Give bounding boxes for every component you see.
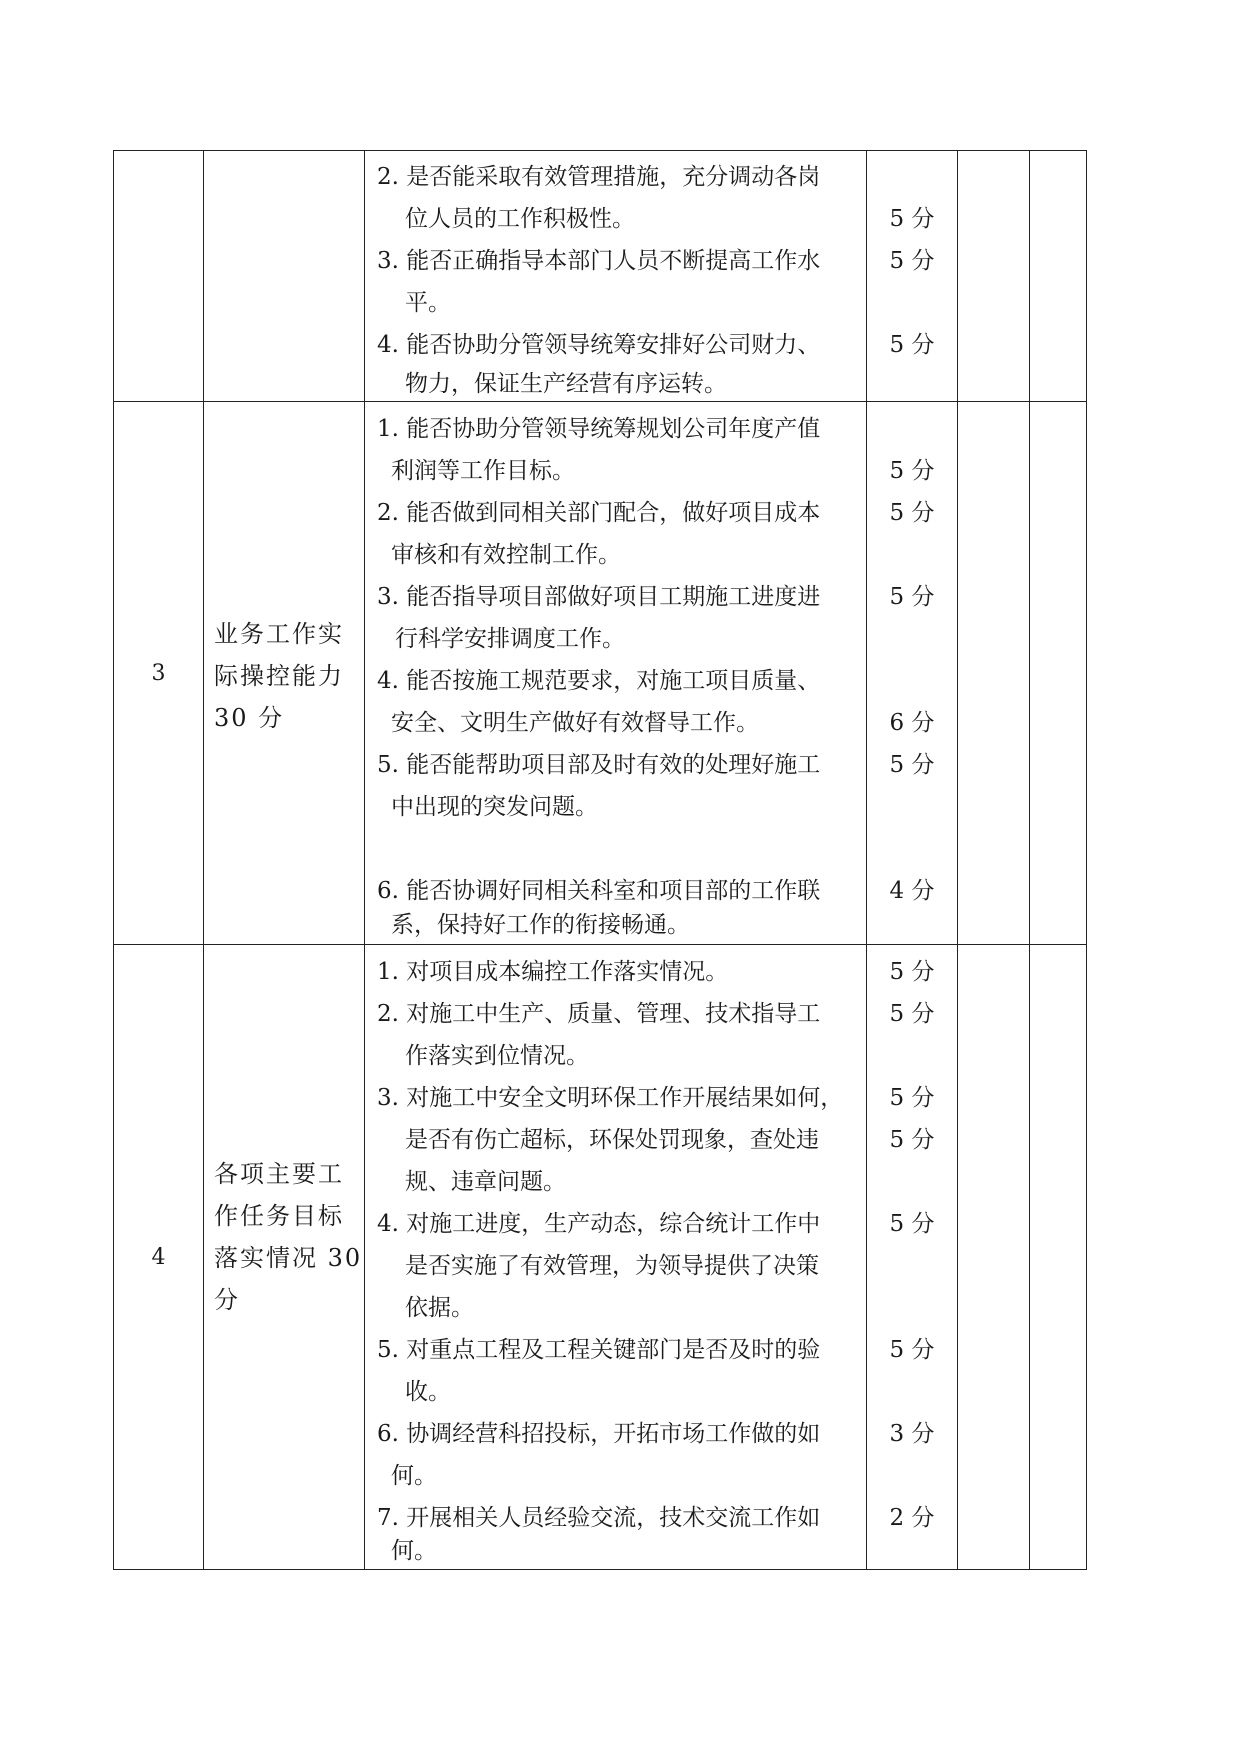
item-score: 5 分 (889, 752, 935, 778)
item-text: 3. 对施工中安全文明环保工作开展结果如何， (377, 1085, 844, 1111)
item-score: 5 分 (889, 1127, 935, 1153)
category-label: 各项主要工作任务目标落实情况 30 分 (214, 1160, 363, 1314)
item-score: 5 分 (889, 584, 935, 610)
item-score: 5 分 (889, 1337, 935, 1363)
item-score: 2 分 (889, 1505, 935, 1531)
item-text: 4. 能否按施工规范要求，对施工项目质量、 (377, 668, 821, 694)
item-text: 物力，保证生产经营有序运转。 (405, 371, 727, 397)
item-text: 4. 对施工进度，生产动态，综合统计工作中 (377, 1211, 821, 1237)
item-text: 7. 开展相关人员经验交流，技术交流工作如 (377, 1505, 821, 1531)
row-divider (114, 944, 1086, 945)
item-text: 平。 (405, 290, 451, 316)
item-score: 5 分 (889, 959, 935, 985)
item-text: 行科学安排调度工作。 (395, 626, 625, 652)
item-text: 何。 (391, 1463, 437, 1489)
item-text: 审核和有效控制工作。 (391, 542, 621, 568)
item-text: 系，保持好工作的衔接畅通。 (391, 912, 690, 938)
item-text: 作落实到位情况。 (405, 1043, 589, 1069)
column-divider (364, 151, 365, 1569)
item-text: 规、违章问题。 (405, 1169, 566, 1195)
item-score: 5 分 (889, 1211, 935, 1237)
item-text: 1. 对项目成本编控工作落实情况。 (377, 959, 729, 985)
item-text: 安全、文明生产做好有效督导工作。 (391, 710, 759, 736)
item-score: 5 分 (889, 206, 935, 232)
item-text: 利润等工作目标。 (391, 458, 575, 484)
item-score: 5 分 (889, 1085, 935, 1111)
item-text: 2. 是否能采取有效管理措施，充分调动各岗 (377, 164, 821, 190)
item-score: 4 分 (889, 878, 935, 904)
item-text: 位人员的工作积极性。 (405, 206, 635, 232)
evaluation-table (113, 150, 1087, 1570)
item-text: 3. 能否正确指导本部门人员不断提高工作水 (377, 248, 821, 274)
item-text: 2. 能否做到同相关部门配合，做好项目成本 (377, 500, 821, 526)
item-text: 是否实施了有效管理，为领导提供了决策 (405, 1253, 819, 1279)
item-score: 3 分 (889, 1421, 935, 1447)
item-text: 依据。 (405, 1295, 474, 1321)
item-text: 6. 协调经营科招投标，开拓市场工作做的如 (377, 1421, 821, 1447)
item-text: 2. 对施工中生产、质量、管理、技术指导工 (377, 1001, 821, 1027)
item-text: 5. 对重点工程及工程关键部门是否及时的验 (377, 1337, 821, 1363)
item-text: 是否有伤亡超标，环保处罚现象，查处违 (405, 1127, 819, 1153)
item-text: 5. 能否能帮助项目部及时有效的处理好施工 (377, 752, 821, 778)
item-text: 4. 能否协助分管领导统筹安排好公司财力、 (377, 332, 821, 358)
item-score: 5 分 (889, 458, 935, 484)
item-text: 何。 (391, 1538, 437, 1564)
item-score: 5 分 (889, 1001, 935, 1027)
item-score: 6 分 (889, 710, 935, 736)
category-label: 业务工作实际操控能力 30 分 (214, 620, 344, 732)
column-divider (1029, 151, 1030, 1569)
item-score: 5 分 (889, 248, 935, 274)
item-text: 收。 (405, 1379, 451, 1405)
row-number: 3 (151, 661, 166, 686)
item-text: 3. 能否指导项目部做好项目工期施工进度进 (377, 584, 821, 610)
column-divider (203, 151, 204, 1569)
row-number: 4 (151, 1245, 166, 1270)
column-divider (957, 151, 958, 1569)
item-text: 中出现的突发问题。 (391, 794, 598, 820)
item-text: 6. 能否协调好同相关科室和项目部的工作联 (377, 878, 821, 904)
item-score: 5 分 (889, 332, 935, 358)
item-score: 5 分 (889, 500, 935, 526)
item-text: 1. 能否协助分管领导统筹规划公司年度产值 (377, 416, 821, 442)
